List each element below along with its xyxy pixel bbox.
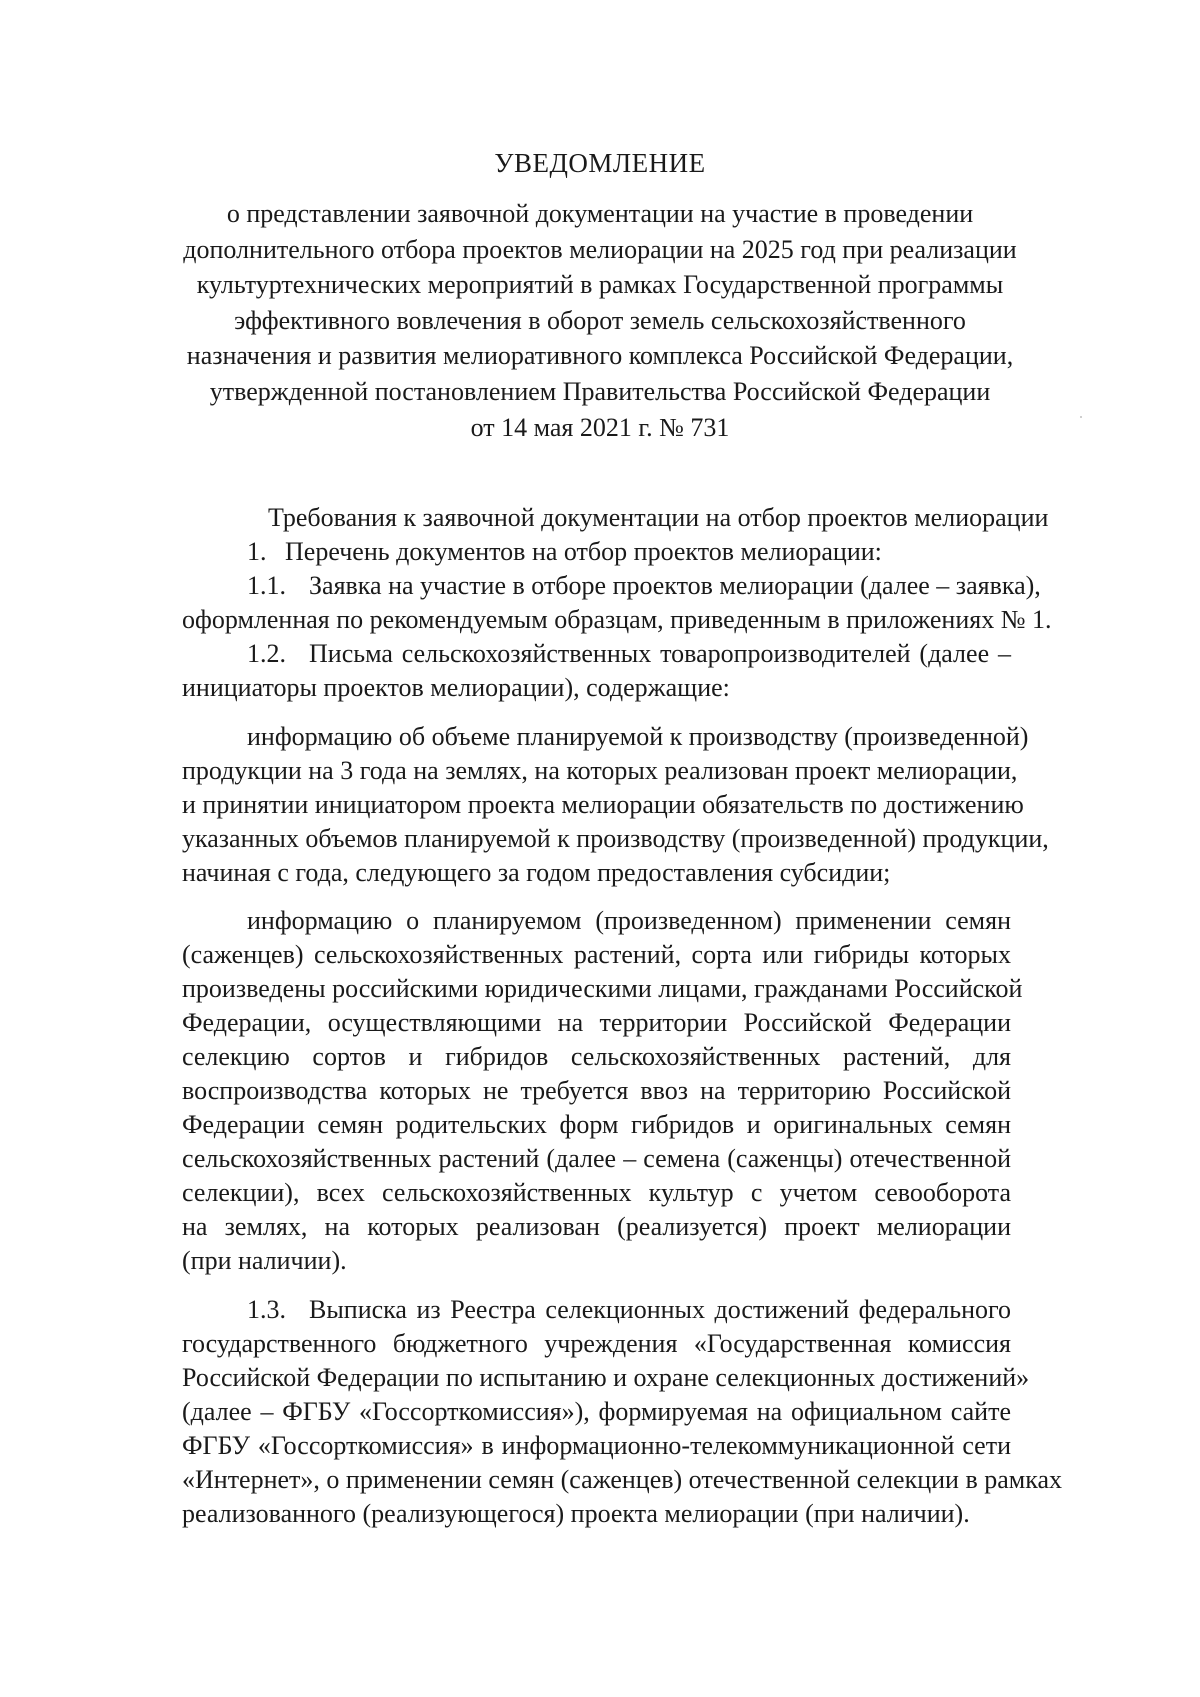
item-1-3-number: 1.3.	[247, 1295, 286, 1324]
item-text: Перечень документов на отбор проектов мелиорации:	[285, 537, 882, 566]
item-1-3-line: Выписка из Реестра селекционных достижений федерального	[309, 1295, 1011, 1324]
item-1-3-line: ФГБУ «Госсорткомиссия» в информационно-телекоммуникационной сети	[182, 1431, 1011, 1460]
paragraph-b-line: селекции), всех сельскохозяйственных культур с учетом севооборота	[182, 1178, 1011, 1207]
item-1-2-line: Письма сельскохозяйственных товаропроизводителей (далее –	[309, 639, 1011, 668]
paragraph-b-line: информацию о планируемом (произведенном) применении семян	[247, 906, 1011, 935]
subtitle-line: эффективного вовлечения в оборот земель сельскохозяйственного	[234, 305, 966, 335]
paragraph-a-line: продукции на 3 года на землях, на которых реализован проект мелиорации,	[182, 756, 1018, 785]
item-1	[247, 535, 1107, 569]
paragraph-a-line: начиная с года, следующего за годом предоставления субсидии;	[182, 858, 891, 887]
paragraph-b-line: на землях, на которых реализован (реализуется) проект мелиорации	[182, 1212, 1011, 1241]
item-1-1-line: Заявка на участие в отборе проектов мелиорации (далее – заявка),	[309, 571, 1041, 600]
subtitle-line: культуртехнических мероприятий в рамках Государственной программы	[196, 270, 1004, 300]
item-1-3-line: Российской Федерации по испытанию и охране селекционных достижений»	[182, 1363, 1030, 1392]
item-1-3-line: (далее – ФГБУ «Госсорткомиссия»), формируемая на официальном сайте	[182, 1397, 1011, 1426]
paragraph-b-line: произведены российскими юридическими лицами, гражданами Российской	[182, 974, 1023, 1003]
paragraph-b-line: Федерации семян родительских форм гибридов и оригинальных семян	[182, 1110, 1011, 1139]
paragraph-b-line: селекцию сортов и гибридов сельскохозяйственных растений, для	[182, 1042, 1011, 1071]
section-title: Требования к заявочной документации на отбор проектов мелиорации	[268, 503, 1049, 532]
scan-speck	[1080, 416, 1082, 418]
subtitle-line: о представлении заявочной документации на участие в проведении	[226, 199, 974, 228]
item-1-2-line: инициаторы проектов мелиорации), содержащие:	[182, 673, 730, 702]
item-1-3-line: государственного бюджетного учреждения «Государственная комиссия	[182, 1329, 1011, 1358]
item-1-2-number: 1.2.	[247, 639, 286, 668]
item-1-3-line: «Интернет», о применении семян (саженцев) отечественной селекции в рамках	[182, 1465, 1062, 1494]
subtitle-line: дополнительного отбора проектов мелиорации на 2025 год при реализации	[183, 234, 1017, 264]
paragraph-a-line: информацию об объеме планируемой к производству (произведенной)	[247, 722, 1029, 751]
paragraph-b-line: воспроизводства которых не требуется ввоз на территорию Российской	[182, 1076, 1011, 1105]
item-1-1-number: 1.1.	[247, 571, 286, 600]
paragraph-b-line: Федерации, осуществляющими на территории Российской Федерации	[182, 1008, 1011, 1037]
item-1-3-line: реализованного (реализующегося) проекта мелиорации (при наличии).	[182, 1499, 970, 1528]
item-number: 1.	[247, 537, 267, 566]
subtitle-line: от 14 мая 2021 г. № 731	[470, 412, 730, 442]
paragraph-a-line: указанных объемов планируемой к производству (произведенной) продукции,	[182, 824, 1049, 853]
item-1-1-line: оформленная по рекомендуемым образцам, приведенным в приложениях № 1.	[182, 605, 1052, 634]
paragraph-a-line: и принятии инициатором проекта мелиорации обязательств по достижению	[182, 790, 1024, 819]
paragraph-b-line: (при наличии).	[182, 1246, 347, 1275]
subtitle-line: назначения и развития мелиоративного комплекса Российской Федерации,	[186, 341, 1014, 371]
document-title: УВЕДОМЛЕНИЕ	[494, 148, 706, 178]
subtitle-line: утвержденной постановлением Правительства Российской Федерации	[209, 376, 991, 406]
paragraph-b-line: сельскохозяйственных растений (далее – семена (саженцы) отечественной	[182, 1144, 1011, 1173]
document-subtitle	[0, 196, 1200, 445]
paragraph-b-line: (саженцев) сельскохозяйственных растений, сорта или гибриды которых	[182, 940, 1011, 969]
